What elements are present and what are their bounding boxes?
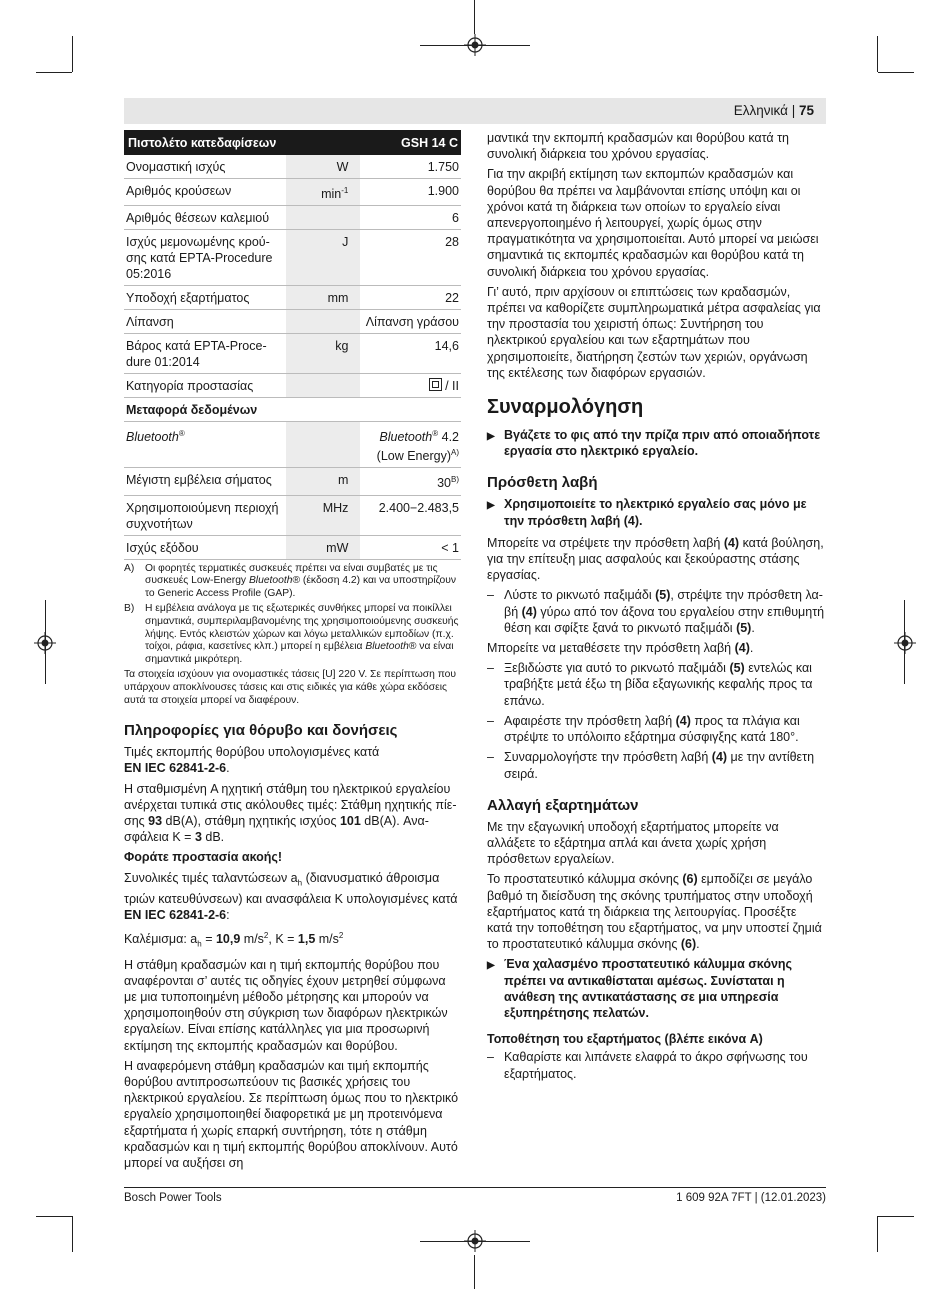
row-unit: J bbox=[286, 230, 360, 286]
list-item bbox=[487, 1049, 825, 1081]
text: Αφαιρέστε την πρόσθετη λαβή bbox=[504, 713, 676, 728]
page-number: 75 bbox=[798, 103, 814, 118]
text: εμποδίζει σε μεγάλο βαθμό τη διείσδυση της σκόνης τρυπήματος στην υποδοχή εξαρτήματος κατά τη διάρκεια της λειτουργίας. Προσέξτε κατά την τοποθέτηση του εξαρτήματος, να μην υποστεί ζημιά το προστατευτικό κάλυμμα σκόνης bbox=[487, 872, 822, 952]
table-row bbox=[124, 155, 461, 179]
row-unit: mW bbox=[286, 535, 360, 559]
text: Ξεβιδώστε για αυτό το ρικνωτό παξιμάδι bbox=[504, 661, 730, 676]
text: . bbox=[696, 937, 700, 952]
ref-number: (4) bbox=[711, 750, 728, 765]
row-unit bbox=[286, 310, 360, 334]
noise-heading: Πληροφορίες για θόρυβο και δονήσεις bbox=[124, 722, 398, 740]
table-row bbox=[124, 310, 461, 334]
ref-number: (5) bbox=[736, 620, 752, 635]
list-item-text bbox=[504, 587, 825, 636]
row-unit: W bbox=[286, 155, 360, 179]
text: = bbox=[201, 931, 216, 946]
footnote bbox=[124, 603, 461, 666]
row-label: Μέγιστη εμβέλεια σήματος bbox=[124, 468, 286, 495]
registration-mark-icon bbox=[894, 632, 916, 654]
text: Η σταθμισμένη A ηχητική στάθμη του ηλεκτρικού εργαλείου ανέρχεται τυπικά στις ακόλουθες τιμές: Στάθμη ηχητικής πίεσης bbox=[124, 781, 457, 828]
ref-number: (4) bbox=[675, 713, 691, 728]
list-item-text bbox=[504, 713, 825, 745]
bluetooth-version: 4.2 bbox=[438, 430, 459, 445]
spec-table-title: Πιστολέτο κατεδαφίσεων bbox=[124, 130, 360, 155]
spec-table-model: GSH 14 C bbox=[360, 130, 461, 155]
registration-mark-icon bbox=[464, 34, 486, 56]
crop-mark bbox=[72, 36, 73, 72]
bluetooth-label: Bluetooth bbox=[126, 430, 179, 445]
standard-ref: EN IEC 62841-2-6 bbox=[124, 761, 227, 776]
value: 101 bbox=[339, 813, 361, 828]
table-row bbox=[124, 206, 461, 230]
footnote-ref: A) bbox=[451, 448, 459, 458]
section-label: Μεταφορά δεδομένων bbox=[124, 398, 360, 422]
table-section-row bbox=[124, 398, 461, 422]
ref-number: (4) bbox=[723, 535, 740, 550]
row-label: Χρησιμοποιούμενη περιοχή συχνοτήτων bbox=[124, 495, 286, 535]
list-item-text bbox=[504, 749, 825, 781]
right-column bbox=[487, 130, 825, 1086]
warning-text: Ένα χαλασμένο προστατευτικό κάλυμμα σκόνης πρέπει να αντικαθίσταται αμέσως. Συνίσταται η ανάθεση της αντικατάστασης σε μια υπηρεσία εξυπηρέτησης πελατών. bbox=[504, 957, 793, 1020]
ref-number: (5) bbox=[655, 588, 671, 603]
list-item-text: Καθαρίστε και λιπάνετε ελαφρά το άκρο σφήνωσης του εξαρτήματος. bbox=[504, 1050, 808, 1081]
label-sup: ® bbox=[178, 429, 185, 439]
text: εντελώς και τραβήξτε μετά έξω τη βίδα εξαγωνικής κεφαλής προς τα επάνω. bbox=[504, 661, 813, 708]
text: προς τα πλάγια και στρέψτε το υπόλοιπο εξάρτημα σύσφιγξης κατά 180°. bbox=[504, 713, 800, 745]
crop-mark bbox=[45, 600, 46, 684]
text: m/s bbox=[315, 931, 339, 946]
footnote-text bbox=[145, 603, 461, 666]
text: . bbox=[639, 513, 643, 528]
table-row bbox=[124, 374, 461, 398]
footnote-key: A) bbox=[124, 562, 135, 574]
paragraph bbox=[487, 640, 825, 656]
arrow-icon: ▶ bbox=[487, 431, 495, 443]
crop-mark bbox=[420, 1241, 530, 1242]
footer-brand: Bosch Power Tools bbox=[124, 1192, 222, 1204]
row-unit: mm bbox=[286, 286, 360, 310]
crop-mark bbox=[474, 1255, 475, 1289]
list-item bbox=[487, 713, 825, 745]
protection-class-icon bbox=[429, 378, 442, 391]
table-row bbox=[124, 334, 461, 374]
unit-sup: -1 bbox=[341, 186, 349, 195]
empty-cell bbox=[360, 398, 461, 422]
crop-mark bbox=[474, 0, 475, 34]
superscript: 2 bbox=[263, 930, 269, 940]
footnote-key: B) bbox=[124, 603, 135, 615]
text: Μπορείτε να στρέψετε την πρόσθετη λαβή bbox=[487, 535, 724, 550]
text: m/s bbox=[240, 931, 264, 946]
left-column bbox=[124, 130, 461, 1175]
row-label: Ισχύς εξόδου bbox=[124, 535, 286, 559]
row-label: Ονομαστική ισχύς bbox=[124, 155, 286, 179]
text: Μπορείτε να μεταθέσετε την πρόσθετη λαβή bbox=[487, 641, 735, 656]
list-item bbox=[487, 749, 825, 781]
table-row bbox=[124, 495, 461, 535]
row-value: 6 bbox=[360, 206, 461, 230]
row-unit bbox=[286, 179, 360, 206]
voltage-note: Τα στοιχεία ισχύουν για ονομαστικές τάσεις [U] 220 V. Σε περίπτωση που υπάρχουν αποκλίνουσες τάσεις και στις ειδικές για κάθε χώρα εκδόσεις αυτά τα στοιχεία μπορεί να διαφέρουν. bbox=[124, 669, 457, 706]
page-header bbox=[124, 98, 826, 124]
row-unit bbox=[286, 206, 360, 230]
row-unit bbox=[286, 374, 360, 398]
language-label: Ελληνικά bbox=[733, 103, 788, 118]
footnote-text-part: ® (έκδοση 4.2) και να υποστηρίζουν το Generic Access Profile (GAP). bbox=[145, 575, 457, 599]
spec-table-header bbox=[124, 130, 461, 155]
row-label: Λίπανση bbox=[124, 310, 286, 334]
page-header-text bbox=[734, 103, 814, 118]
row-value: 28 bbox=[360, 230, 461, 286]
footer-doc-number: 1 609 92A 7FT | (12.01.2023) bbox=[676, 1192, 826, 1204]
text: Καλέμισμα: a bbox=[124, 931, 198, 946]
text: Λύστε το ρικνωτό παξιμάδι bbox=[504, 588, 656, 603]
row-label: Αριθμός θέσεων καλεμιού bbox=[124, 206, 286, 230]
list-item bbox=[487, 587, 825, 636]
ref-number: (4) bbox=[521, 604, 537, 619]
noise-paragraph: Η στάθμη κραδασμών και η τιμή εκπομπής θορύβου που αναφέρονται σ’ αυτές τις οδηγίες έχουν μετρηθεί σύμφωνα με μια τυποποιημένη μέθοδο μέτρησης και μπορούν να χρησιμοποιηθούν στη σύγκριση των διαφόρων ηλεκτρικών εργαλείων. Είναι επίσης κατάλληλες για μια προσωρινή εκτίμηση της εκπομπής κραδασμών και θορύβου. bbox=[124, 957, 448, 1053]
row-value: 1.900 bbox=[360, 179, 461, 206]
subscript: h bbox=[197, 939, 202, 949]
ref-number: (5) bbox=[729, 661, 745, 676]
crop-mark bbox=[878, 72, 914, 73]
change-tools-heading: Αλλαγή εξαρτημάτων bbox=[487, 796, 639, 814]
paragraph bbox=[487, 535, 825, 584]
text: (διανυσματικό άθροισμα τριών κατευθύνσεων) και ανασφάλεια K υπολογισμένες κατά bbox=[124, 870, 458, 907]
vibration-values bbox=[124, 928, 461, 953]
warning bbox=[487, 427, 825, 459]
row-value: 2.400−2.483,5 bbox=[360, 495, 461, 535]
dash-bullet: – bbox=[487, 588, 494, 603]
crop-mark bbox=[36, 72, 72, 73]
crop-mark bbox=[904, 600, 905, 684]
row-label: Κατηγορία προστασίας bbox=[124, 374, 286, 398]
noise-paragraph: Τιμές εκπομπής θορύβου υπολογισμένες κατά EN IEC 62841-2-6. bbox=[124, 745, 380, 776]
assembly-heading: Συναρμολόγηση bbox=[487, 396, 644, 419]
row-unit: MHz bbox=[286, 495, 360, 535]
crop-mark bbox=[72, 1216, 73, 1252]
table-row bbox=[124, 230, 461, 286]
row-unit: kg bbox=[286, 334, 360, 374]
bluetooth-value: Bluetooth bbox=[379, 430, 433, 445]
row-value bbox=[360, 422, 461, 468]
text: dB(A). Ανασφάλεια K = bbox=[124, 813, 429, 845]
ref-number: (4) bbox=[734, 641, 750, 656]
ref-number: (6) bbox=[680, 937, 697, 952]
header-separator: | bbox=[787, 103, 799, 118]
row-value bbox=[360, 468, 461, 495]
text: γύρω από τον άξονα του εργαλείου στην επιθυμητή θέση και σφίξτε ξανά το ρικνωτό παξιμάδι bbox=[504, 604, 825, 635]
list-item bbox=[487, 660, 825, 709]
range-value: 30 bbox=[437, 476, 451, 491]
table-row bbox=[124, 535, 461, 559]
paragraph: Γι’ αυτό, πριν αρχίσουν οι επιπτώσεις των κραδασμών, πρέπει να καθορίζετε συμπληρωματικά μέτρα ασφαλείας για την προστασία του χειριστή όπως: Συντήρηση του ηλεκτρικού εργαλείου και των εξαρτημάτων που χρησιμοποιείτε, διατήρηση ζεστών των χεριών, οργάνωση της εκτέλεσης των διαφόρων εργασιών. bbox=[487, 284, 821, 380]
subscript: h bbox=[297, 878, 303, 888]
value: 1,5 bbox=[297, 931, 316, 946]
text: Συναρμολογήστε την πρόσθετη λαβή bbox=[504, 750, 712, 765]
footnote-text-part: Η εμβέλεια ανάλογα με τις εξωτερικές συνθήκες μπορεί να ποικίλλει σημαντικά, συμπεριλαμβανομένης της χρησιμοποιούμενης συσκευής λήψης. Εντός κλειστών χώρων και λόγω μεταλλικών εμποδίων (π.χ. τοίχοι, ράφια, κασετίνες κλπ.) μπορεί η εμβέλεια bbox=[145, 603, 459, 653]
crop-mark bbox=[877, 1216, 878, 1252]
table-row bbox=[124, 179, 461, 206]
crop-mark bbox=[878, 1216, 914, 1217]
row-value: 1.750 bbox=[360, 155, 461, 179]
footnote-italic: Bluetooth bbox=[365, 641, 409, 653]
text: Συνολικές τιμές ταλαντώσεων a bbox=[124, 870, 298, 885]
insert-tool-heading: Τοποθέτηση του εξαρτήματος (βλέπε εικόνα A) bbox=[487, 1032, 763, 1047]
footer-rule bbox=[124, 1187, 826, 1188]
footnote-text-part: Οι φορητές τερματικές συσκευές πρέπει να είναι συμβατές με τις συσκευές Low-Energy bbox=[145, 562, 438, 587]
table-row bbox=[124, 422, 461, 468]
list-item-text bbox=[504, 660, 825, 709]
text: Το προστατευτικό κάλυμμα σκόνης bbox=[487, 872, 683, 887]
dash-bullet: – bbox=[487, 1050, 494, 1065]
footnote-italic: Bluetooth bbox=[248, 575, 293, 587]
standard-ref: EN IEC 62841-2-6 bbox=[124, 908, 227, 923]
crop-mark bbox=[36, 1216, 72, 1217]
text: Τιμές εκπομπής θορύβου υπολογισμένες κατά bbox=[124, 745, 380, 760]
noise-paragraph: Η αναφερόμενη στάθμη κραδασμών και τιμή εκπομπής θορύβου αντιπροσωπεύουν τις βασικές χρήσεις του ηλεκτρικού εργαλείου. Σε περίπτωση όμως που το ηλεκτρικό εργαλείο χρησιμοποιηθεί διαφορετικά με μη προτεινόμενα εξαρτήματα ή χωρίς επαρκή συντήρηση, τότε η στάθμη κραδασμών και η τιμή εκπομπής θορύβου αποκλίνουν. Αυτό μπορεί να αυξήσει ση bbox=[124, 1058, 459, 1170]
row-label: Υποδοχή εξαρτήματος bbox=[124, 286, 286, 310]
text: κατά βούληση, για την επίτευξη μιας ασφαλούς και ξεκούραστης στάσης εργασίας. bbox=[487, 535, 824, 583]
warning-text: Βγάζετε το φις από την πρίζα πριν από οποιαδήποτε εργασία στο ηλεκτρικό εργαλείο. bbox=[504, 428, 821, 459]
ref-number: (6) bbox=[682, 872, 698, 887]
table-row bbox=[124, 286, 461, 310]
text: dB. bbox=[201, 830, 225, 845]
row-value: < 1 bbox=[360, 535, 461, 559]
value-sup: ® bbox=[432, 429, 439, 439]
dash-bullet: – bbox=[487, 713, 494, 728]
dash-bullet: – bbox=[487, 661, 494, 676]
crop-mark bbox=[877, 36, 878, 72]
handle-heading: Πρόσθετη λαβή bbox=[487, 474, 598, 492]
value: 3 bbox=[194, 830, 202, 845]
warning bbox=[487, 496, 825, 528]
ear-protection-note: Φοράτε προστασία ακοής! bbox=[124, 850, 283, 865]
protection-class-text: / II bbox=[445, 379, 459, 394]
row-unit bbox=[286, 422, 360, 468]
table-row bbox=[124, 468, 461, 495]
text: . bbox=[749, 641, 754, 656]
text: Χρησιμοποιείτε το ηλεκτρικό εργαλείο σας μόνο με την πρόσθετη λαβή bbox=[504, 497, 807, 528]
arrow-icon: ▶ bbox=[487, 960, 495, 972]
arrow-icon: ▶ bbox=[487, 500, 495, 512]
value: 93 bbox=[148, 813, 163, 828]
text: . bbox=[751, 620, 755, 635]
warning bbox=[487, 956, 825, 1021]
row-label: Ισχύς μεμονωμένης κρούσης κατά EPTA-Procedure 05:2016 bbox=[124, 230, 286, 286]
noise-paragraph: Συνολικές τιμές ταλαντώσεων $a_h$ (διανυσματικό άθροισμα τριών κατευθύνσεων) και ανασφάλεια K υπολογισμένες κατά EN IEC 62841-2-6: bbox=[124, 870, 458, 923]
paragraph: μαντικά την εκπομπή κραδασμών και θορύβου κατά τη συνολική διάρκεια του χρόνου εργασίας. bbox=[487, 131, 789, 162]
paragraph: Με την εξαγωνική υποδοχή εξαρτήματος μπορείτε να αλλάξετε το εξάρτημα απλά και άνετα χωρίς χρήση πρόσθετων εργαλείων. bbox=[487, 819, 779, 867]
row-value: Λίπανση γράσου bbox=[360, 310, 461, 334]
row-value: 22 bbox=[360, 286, 461, 310]
value: 10,9 bbox=[215, 931, 241, 946]
footnote-ref: B) bbox=[451, 475, 459, 485]
text: dB(A), στάθμη ηχητικής ισχύος bbox=[162, 813, 340, 828]
low-energy-text: (Low Energy) bbox=[376, 449, 451, 464]
superscript: 2 bbox=[338, 930, 344, 940]
row-label: Αριθμός κρούσεων bbox=[124, 179, 286, 206]
row-value bbox=[360, 374, 461, 398]
footnote-text bbox=[145, 563, 461, 601]
row-value: 14,6 bbox=[360, 334, 461, 374]
row-label: Βάρος κατά EPTA-Procedure 01:2014 bbox=[124, 334, 286, 374]
paragraph: Για την ακριβή εκτίμηση των εκπομπών κραδασμών και θορύβου θα πρέπει να λαμβάνονται επίσης υπόψη και οι χρόνοι κατά τη διάρκεια των οποίων το εργαλείο είναι απενεργοποιημένο ή λειτουργεί, χωρίς όμως στην πραγματικότητα να χρησιμοποιείται. Αυτό μπορεί να μειώσει σημαντικά τις εκπομπές κραδασμών και θορύβου κατά τη συνολική διάρκεια του χρόνου εργασίας. bbox=[487, 167, 819, 279]
dash-bullet: – bbox=[487, 750, 494, 765]
text: με την αντίθετη σειρά. bbox=[504, 750, 815, 781]
spec-table bbox=[124, 130, 461, 560]
ref-number: (4) bbox=[623, 513, 640, 528]
warning-text bbox=[504, 496, 825, 528]
row-unit: m bbox=[286, 468, 360, 495]
unit-text: min bbox=[321, 187, 342, 202]
footnote bbox=[124, 563, 461, 601]
footnote-text-part: ® να είναι σημαντικά μικρότερη. bbox=[145, 641, 454, 665]
text: , K = bbox=[268, 931, 298, 946]
text: , στρέψτε την πρόσθετη λαβή bbox=[504, 588, 823, 619]
paragraph bbox=[487, 871, 825, 952]
noise-paragraph bbox=[124, 781, 461, 846]
row-label bbox=[124, 422, 286, 468]
